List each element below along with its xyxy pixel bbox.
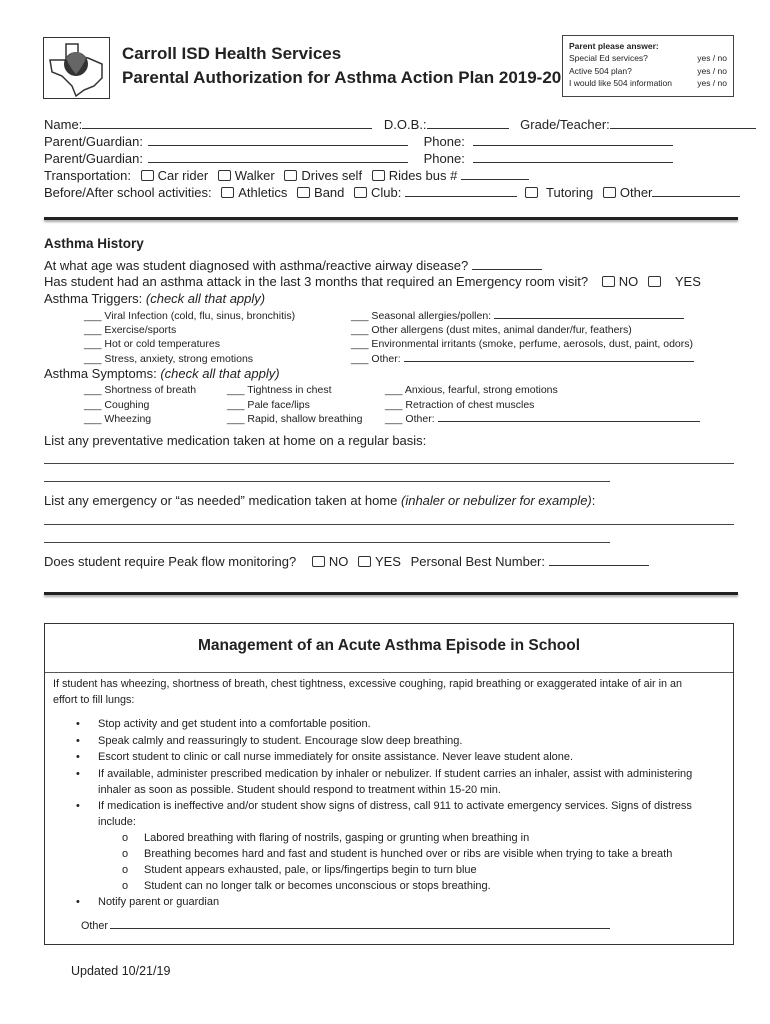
tutoring-checkbox[interactable] — [525, 187, 538, 198]
peak-no-checkbox[interactable] — [312, 556, 325, 567]
other-label: Other — [81, 920, 109, 932]
trigger-item[interactable]: ___ Stress, anxiety, strong emotions — [84, 352, 254, 365]
management-box — [44, 623, 734, 945]
peak-yes-label: YES — [374, 554, 401, 569]
symptom-item[interactable]: ___ Coughing — [84, 398, 150, 411]
other-label: Other — [619, 185, 653, 200]
management-heading: Management of an Acute Asthma Episode in School — [197, 637, 581, 654]
symptom-item[interactable]: ___ Shortness of breath — [84, 384, 197, 396]
personal-best-label: Personal Best Number: — [410, 554, 545, 569]
symptom-item[interactable]: ___ Retraction of chest muscles — [385, 398, 535, 411]
other-symptom-field[interactable] — [438, 412, 700, 422]
trigger-item[interactable]: ___ Viral Infection (cold, flu, sinus, bronchitis) — [84, 310, 296, 322]
club-label: Club: — [371, 185, 402, 200]
er-visit-question: Has student had an asthma attack in the last 3 months that required an Emergency room visit? — [44, 274, 589, 289]
club-field[interactable] — [405, 184, 517, 197]
emergency-med-example: (inhaler or nebulizer for example) — [401, 493, 592, 508]
seasonal-allergies-field[interactable] — [494, 309, 684, 319]
personal-best-field[interactable] — [549, 553, 649, 566]
org-title: Carroll ISD Health Services — [122, 44, 342, 63]
diagnosis-age-field[interactable] — [472, 257, 542, 270]
bullet-item: • Escort student to clinic or call nurse immediately for onsite assistance. Never leave student alone. — [76, 751, 574, 763]
parent-box-row[interactable] — [569, 52, 727, 65]
trigger-item[interactable]: ___ Environmental irritants (smoke, perfume, aerosols, dust, paint, odors) — [351, 338, 693, 351]
row-label: I would like 504 information — [569, 78, 673, 88]
sub-bullet-text: Student can no longer talk or becomes unconscious or stops breathing. — [144, 880, 491, 892]
management-intro: effort to fill lungs: — [53, 694, 135, 706]
phone-label: Phone: — [423, 151, 465, 166]
athletics-checkbox[interactable] — [221, 187, 234, 198]
bullet-item: • Notify parent or guardian — [76, 896, 220, 908]
car-rider-label: Car rider — [157, 168, 209, 183]
bus-number-field[interactable] — [461, 167, 529, 180]
er-no-label: NO — [618, 274, 639, 289]
trigger-item[interactable]: ___ Seasonal allergies/pollen: — [351, 310, 492, 322]
peak-flow-question: Does student require Peak flow monitoring? — [44, 554, 297, 569]
bullet-continuation: include: — [98, 816, 136, 828]
district-logo — [43, 37, 110, 99]
symptoms-label: Asthma Symptoms: — [44, 366, 157, 381]
rides-bus-label: Rides bus # — [388, 168, 458, 183]
diagnosis-age-question: At what age was student diagnosed with asthma/reactive airway disease? — [44, 258, 469, 273]
management-divider — [45, 672, 733, 673]
other-instructions-field[interactable] — [110, 919, 610, 929]
parent-answer-box — [562, 35, 734, 97]
dob-field[interactable] — [427, 116, 509, 129]
emergency-med-line[interactable] — [44, 542, 610, 543]
sub-bullet-item: o Student appears exhausted, pale, or lips/fingertips begin to turn blue — [122, 864, 477, 876]
walker-checkbox[interactable] — [218, 170, 231, 181]
other-checkbox[interactable] — [603, 187, 616, 198]
club-checkbox[interactable] — [354, 187, 367, 198]
dob-label: D.O.B.: — [383, 117, 427, 132]
other-activity-field[interactable] — [652, 184, 740, 197]
bullet-text: Notify parent or guardian — [98, 896, 220, 908]
drives-self-label: Drives self — [301, 168, 363, 183]
symptom-item[interactable]: ___ Tightness in chest — [227, 384, 332, 396]
parent-guardian-field[interactable] — [148, 150, 408, 163]
bullet-text: Stop activity and get student into a comfortable position. — [98, 718, 371, 730]
athletics-label: Athletics — [238, 185, 288, 200]
other-trigger-field[interactable] — [404, 352, 694, 362]
er-no-checkbox[interactable] — [602, 276, 615, 287]
er-yes-checkbox[interactable] — [648, 276, 661, 287]
trigger-item[interactable]: ___ Other allergens (dust mites, animal dander/fur, feathers) — [351, 324, 632, 337]
trigger-item[interactable]: ___ Other: — [351, 352, 401, 365]
symptoms-instruction: (check all that apply) — [160, 366, 280, 381]
bullet-text: If available, administer prescribed medication by inhaler or nebulizer. If student carries an inhaler, assist with administering — [98, 768, 693, 780]
emergency-med-label: List any emergency or “as needed” medication taken at home — [44, 493, 398, 508]
parent-guardian-field[interactable] — [148, 133, 408, 146]
parent-box-row[interactable] — [569, 77, 727, 90]
row-answer[interactable]: yes / no — [697, 78, 727, 88]
drives-self-checkbox[interactable] — [284, 170, 297, 181]
trigger-item[interactable]: ___ Exercise/sports — [84, 324, 177, 337]
section-divider — [44, 592, 738, 595]
trigger-item[interactable]: ___ Hot or cold temperatures — [84, 338, 220, 351]
preventative-med-line[interactable] — [44, 463, 734, 464]
sub-bullet-item: o Labored breathing with flaring of nostrils, gasping or grunting when breathing in — [122, 832, 530, 844]
phone-field[interactable] — [473, 133, 673, 146]
sub-bullet-text: Breathing becomes hard and fast and student is hunched over or ribs are visible when trying to take a breath — [144, 848, 673, 860]
sub-bullet-text: Student appears exhausted, pale, or lips/fingertips begin to turn blue — [144, 864, 477, 876]
activities-label: Before/After school activities: — [44, 185, 212, 200]
parent-guardian-label: Parent/Guardian: — [44, 151, 144, 166]
band-label: Band — [314, 185, 345, 200]
bullet-item: • If available, administer prescribed medication by inhaler or nebulizer. If student carries an inhaler, assist with administering — [76, 768, 693, 780]
symptom-item[interactable]: ___ Rapid, shallow breathing — [227, 413, 363, 425]
sub-bullet-item: o Student can no longer talk or becomes unconscious or stops breathing. — [122, 880, 491, 892]
phone-label: Phone: — [423, 134, 465, 149]
row-label: Special Ed services? — [569, 53, 648, 63]
sub-bullet-text: Labored breathing with flaring of nostrils, gasping or grunting when breathing in — [144, 832, 530, 844]
phone-field[interactable] — [473, 150, 673, 163]
bullet-text: If medication is ineffective and/or student show signs of distress, call 911 to activate emergency services. Signs of distress — [98, 800, 692, 812]
bullet-text: Speak calmly and reassuringly to student. Encourage slow deep breathing. — [98, 735, 463, 747]
form-title: Parental Authorization for Asthma Action Plan 2019-20 — [122, 68, 562, 87]
peak-yes-checkbox[interactable] — [358, 556, 371, 567]
triggers-instruction: (check all that apply) — [145, 291, 266, 306]
grade-teacher-field[interactable] — [610, 116, 756, 129]
symptom-item[interactable]: ___ Wheezing — [84, 413, 152, 425]
car-rider-checkbox[interactable] — [141, 170, 154, 181]
tutoring-label: Tutoring — [546, 185, 594, 200]
parent-box-row[interactable] — [569, 65, 727, 78]
symptom-item[interactable]: ___ Pale face/lips — [227, 398, 310, 411]
emergency-med-line[interactable] — [44, 524, 734, 525]
updated-date: Updated 10/21/19 — [71, 964, 171, 978]
asthma-history-heading: Asthma History — [44, 236, 144, 251]
walker-label: Walker — [234, 168, 275, 183]
bullet-item: • Stop activity and get student into a comfortable position. — [76, 718, 371, 730]
sub-bullet-item: o Breathing becomes hard and fast and student is hunched over or ribs are visible when trying to take a breath — [122, 848, 673, 860]
name-label: Name: — [44, 117, 83, 132]
peak-no-label: NO — [328, 554, 349, 569]
triggers-label: Asthma Triggers: — [44, 291, 143, 306]
preventative-med-line[interactable] — [44, 481, 610, 482]
bullet-item: • If medication is ineffective and/or student show signs of distress, call 911 to activate emergency services. Signs of distress — [76, 800, 692, 812]
parent-box-heading: Parent please answer: — [569, 41, 659, 51]
bullet-item: • Speak calmly and reassuringly to student. Encourage slow deep breathing. — [76, 735, 463, 747]
parent-guardian-label: Parent/Guardian: — [44, 134, 144, 149]
bullet-continuation: inhaler as soon as possible. Student should respond to treatment within 15-20 min. — [98, 784, 501, 796]
rides-bus-checkbox[interactable] — [372, 170, 385, 181]
management-intro: If student has wheezing, shortness of breath, chest tightness, excessive coughing, rapid breathing or exaggerated intake of air in an — [53, 678, 683, 690]
preventative-med-label: List any preventative medication taken at home on a regular basis: — [44, 433, 427, 448]
er-yes-label: YES — [674, 274, 701, 289]
symptom-item[interactable]: ___ Other: — [385, 413, 435, 425]
band-checkbox[interactable] — [297, 187, 310, 198]
row-label: Active 504 plan? — [569, 65, 632, 76]
bullet-text: Escort student to clinic or call nurse immediately for onsite assistance. Never leave student alone. — [98, 751, 574, 763]
transportation-label: Transportation: — [44, 168, 131, 183]
row-answer[interactable]: yes / no — [697, 53, 727, 63]
grade-teacher-label: Grade/Teacher: — [520, 117, 610, 132]
row-answer[interactable]: yes / no — [697, 65, 727, 76]
symptom-item[interactable]: ___ Anxious, fearful, strong emotions — [385, 384, 558, 396]
section-divider — [44, 217, 738, 220]
name-field[interactable] — [82, 116, 372, 129]
